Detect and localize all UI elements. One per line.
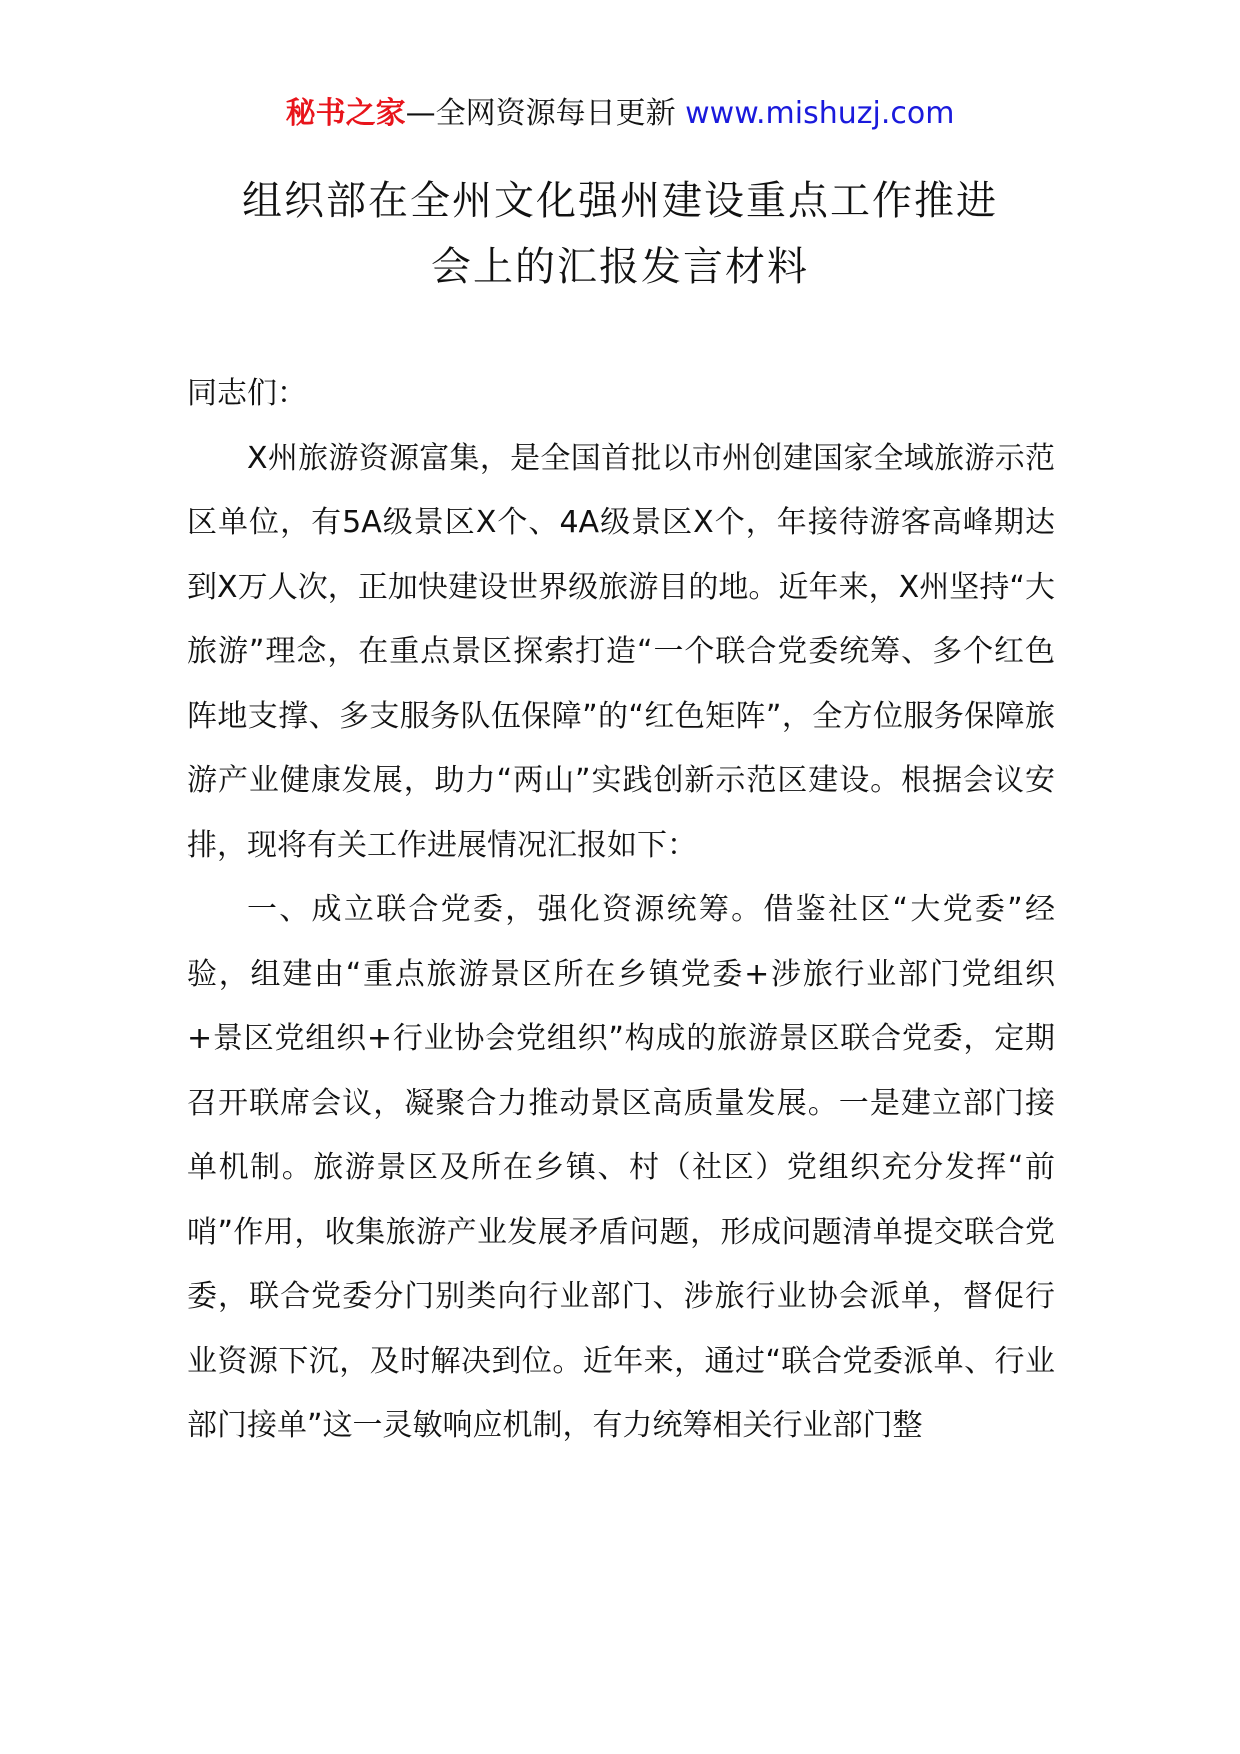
- document-body: [187, 362, 1055, 1459]
- site-header: [0, 92, 1240, 136]
- site-tagline: —全网资源每日更新: [405, 96, 676, 131]
- paragraph-intro: X州旅游资源富集，是全国首批以市州创建国家全域旅游示范区单位，有5A级景区X个、4A级景区X个，年接待游客高峰期达到X万人次，正加快建设世界级旅游目的地。近年来，X州坚持“大旅游”理念，在重点景区探索打造“一个联合党委统筹、多个红色阵地支撑、多支服务队伍保障”的“红色矩阵”，全方位服务保障旅游产业健康发展，助力“两山”实践创新示范区建设。根据会议安排，现将有关工作进展情况汇报如下：: [187, 440, 1055, 863]
- site-url-link[interactable]: www.mishuzj.com: [685, 96, 955, 131]
- salutation: 同志们：: [187, 376, 307, 411]
- paragraph-section-1: 一、成立联合党委，强化资源统筹。借鉴社区“大党委”经验，组建由“重点旅游景区所在乡镇党委+涉旅行业部门党组织+景区党组织+行业协会党组织”构成的旅游景区联合党委，定期召开联席会议，凝聚合力推动景区高质量发展。一是建立部门接单机制。旅游景区及所在乡镇、村（社区）党组织充分发挥“前哨”作用，收集旅游产业发展矛盾问题，形成问题清单提交联合党委，联合党委分门别类向行业部门、涉旅行业协会派单，督促行业资源下沉，及时解决到位。近年来，通过“联合党委派单、行业部门接单”这一灵敏响应机制，有力统筹相关行业部门整: [187, 892, 1055, 1443]
- document-title: [0, 168, 1240, 300]
- site-brand: 秘书之家: [285, 96, 406, 131]
- title-line-1: 组织部在全州文化强州建设重点工作推进: [242, 178, 998, 224]
- title-line-2: 会上的汇报发言材料: [431, 244, 809, 290]
